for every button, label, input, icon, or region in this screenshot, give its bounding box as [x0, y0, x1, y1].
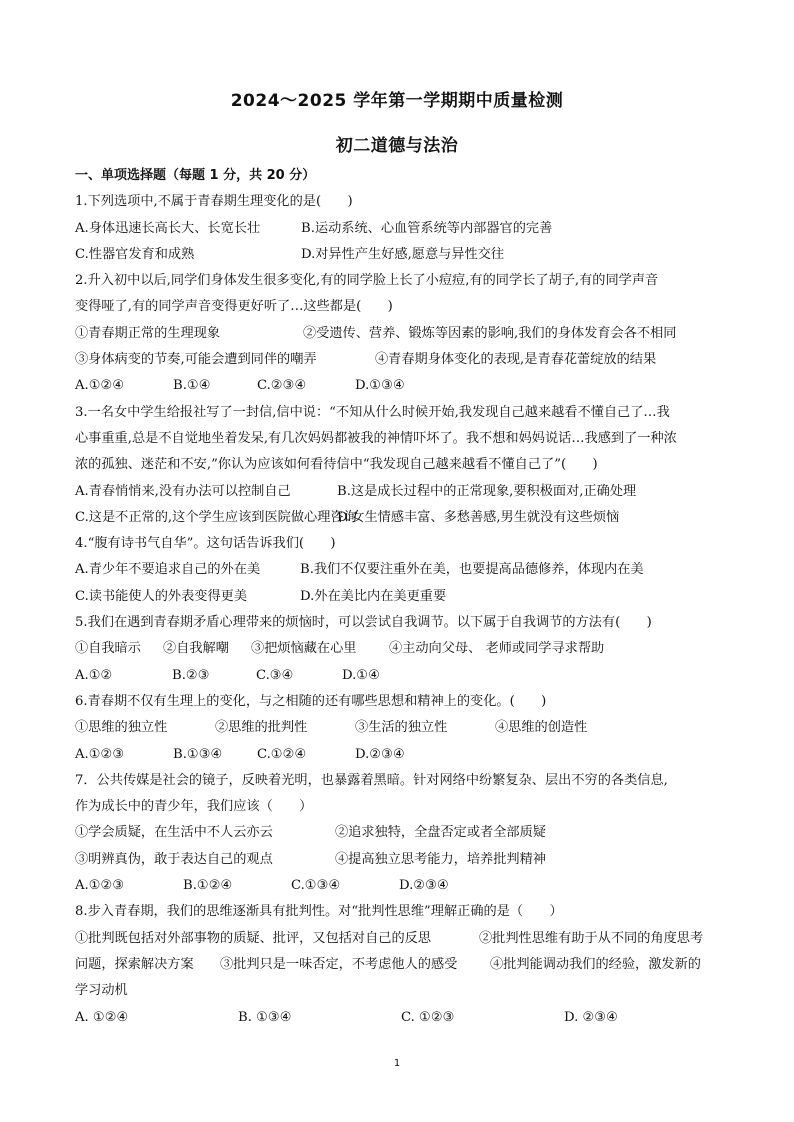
option-c: C.①③④: [291, 878, 341, 894]
option-b: B.我们不仅要注重外在美，也要提高品德修养，体现内在美: [300, 562, 644, 578]
question-6-options: [75, 742, 725, 768]
question-5-items: [75, 636, 725, 662]
option-b: B.①②④: [183, 878, 233, 894]
question-8-items-line-3: 学习动机: [75, 983, 128, 999]
section-heading: 一、单项选择题（每题 1 分，共 20 分）: [75, 168, 316, 183]
question-3-stem-cont: 心事重重,总是不自觉地坐着发呆,有几次妈妈都被我的神情吓坏了。我不想和妈妈说话…我感到了一种浓: [75, 430, 677, 446]
question-2-items-34: [75, 347, 725, 373]
item-2: ②批判性思维有助于从不同的角度思考: [479, 930, 704, 946]
option-c: C.读书能使人的外表变得更美: [75, 588, 248, 604]
option-b: B.②③: [172, 667, 210, 683]
exam-subject: 初二道德与法治: [335, 136, 459, 156]
question-2-stem-cont: 变得哑了,有的同学声音变得更好听了…这些都是( ): [75, 299, 393, 315]
option-c: C. ①②③: [401, 1009, 455, 1025]
option-a: A.①②③: [75, 878, 125, 894]
question-2-items-12: [75, 321, 725, 347]
option-b: B.①④: [173, 378, 211, 394]
item-2: ②思维的批判性: [215, 720, 308, 736]
item-1: ①批判既包括对外部事物的质疑、批评，又包括对自己的反思: [75, 930, 432, 946]
question-2-stem: 2.升入初中以后,同学们身体发生很多变化,有的同学脸上长了小痘痘,有的同学长了胡子,有的同学声音: [75, 273, 659, 289]
question-list: [75, 163, 725, 1031]
option-d: D.①④: [342, 667, 380, 683]
option-a: A.①②: [75, 667, 113, 683]
item-4: ④思维的创造性: [495, 720, 588, 736]
question-7-options: [75, 873, 725, 899]
question-7-items-34: [75, 847, 725, 873]
item-3: ③批判只是一味否定，不考虑他人的感受: [220, 956, 458, 972]
item-2: ②追求独特，全盘否定或者全部质疑: [335, 825, 546, 841]
option-a: A.①②④: [75, 378, 125, 394]
option-c: C.①②④: [257, 746, 307, 762]
option-a: A. ①②④: [75, 1009, 129, 1025]
item-2: ②自我解嘲: [163, 641, 229, 657]
option-b: B.①③④: [173, 746, 223, 762]
option-d: D.②③④: [399, 878, 449, 894]
option-b: B.运动系统、心血管系统等内部器官的完善: [301, 220, 553, 236]
item-3: ③身体病变的节奏,可能会遭到同伴的嘲弄: [75, 352, 317, 368]
question-5-options: [75, 663, 725, 689]
question-7-stem: 7．公共传媒是社会的镜子，反映着光明，也暴露着黑暗。针对网络中纷繁复杂、层出不穷的各类信息,: [75, 772, 668, 788]
item-1: ①思维的独立性: [75, 720, 168, 736]
question-7-items-12: [75, 820, 725, 846]
question-8-options: [75, 1005, 725, 1031]
option-d: D. ②③④: [564, 1009, 618, 1025]
item-2-cont: 问题，探索解决方案: [75, 956, 194, 972]
option-c: C.性器官发育和成熟: [75, 246, 195, 262]
option-d: D.对异性产生好感,愿意与异性交往: [301, 246, 505, 262]
item-2: ②受遗传、营养、锻炼等因素的影响,我们的身体发育会各不相同: [303, 325, 677, 341]
option-a: A.①②③: [75, 746, 125, 762]
question-2-options: [75, 373, 725, 399]
item-1: ①青春期正常的生理现象: [75, 325, 221, 341]
page-number: 1: [393, 1058, 401, 1069]
option-c: C.这是不正常的,这个学生应该到医院做心理咨询: [75, 509, 357, 525]
question-8-stem: 8.步入青春期，我们的思维逐渐具有批判性。对“批判性思维”理解正确的是（ ）: [75, 904, 563, 920]
item-1: ①学会质疑，在生活中不人云亦云: [75, 825, 273, 841]
question-3-options-ab: [75, 479, 725, 505]
item-3: ③明辨真伪，敢于表达自己的观点: [75, 851, 273, 867]
option-d: D.外在美比内在美更重要: [300, 588, 447, 604]
option-d: D.②③④: [355, 746, 405, 762]
question-3-stem: 3.一名女中学生给报社写了一封信,信中说：“不知从什么时候开始,我发现自己越来越看不懂自己了…我: [75, 404, 670, 420]
option-a: A.青少年不要追求自己的外在美: [75, 562, 261, 578]
question-8-items-line-2: [75, 952, 725, 978]
item-4: ④提高独立思考能力，培养批判精神: [335, 851, 546, 867]
item-4: ④主动向父母、 老师或同学寻求帮助: [389, 641, 605, 657]
item-3: ③把烦恼藏在心里: [251, 641, 357, 657]
question-4-options-ab: [75, 557, 725, 583]
item-1: ①自我暗示: [75, 641, 141, 657]
question-7-stem-cont: 作为成长中的青少年，我们应该（ ）: [75, 799, 313, 815]
item-4: ④青春期身体变化的表现,是青春花蕾绽放的结果: [375, 352, 657, 368]
question-1-stem: 1.下列选项中,不属于青春期生理变化的是( ): [75, 194, 353, 210]
question-8-items-line-1: [75, 926, 725, 952]
exam-title: 2024～2025 学年第一学期期中质量检测: [230, 91, 564, 111]
option-c: C.②③④: [257, 378, 307, 394]
question-6-stem: 6.青春期不仅有生理上的变化，与之相随的还有哪些思想和精神上的变化。( ): [75, 693, 547, 709]
option-c: C.③④: [256, 667, 294, 683]
question-3-options-cd: [75, 505, 725, 531]
option-b: B.这是成长过程中的正常现象,要积极面对,正确处理: [337, 483, 637, 499]
option-a: A.青春悄悄来,没有办法可以控制自己: [75, 483, 291, 499]
item-4: ④批判能调动我们的经验，激发新的: [490, 956, 701, 972]
question-4-stem: 4.“腹有诗书气自华”。这句话告诉我们( ): [75, 536, 336, 552]
option-b: B. ①③④: [238, 1009, 292, 1025]
option-d: D.①③④: [355, 378, 405, 394]
question-4-options-cd: [75, 584, 725, 610]
item-3: ③生活的独立性: [355, 720, 448, 736]
question-6-items: [75, 715, 725, 741]
question-1-options-cd: [75, 242, 725, 268]
option-a: A.身体迅速长高长大、长宽长壮: [75, 220, 261, 236]
question-5-stem: 5.我们在遇到青春期矛盾心理带来的烦恼时，可以尝试自我调节。以下属于自我调节的方法有( ): [75, 615, 652, 631]
question-1-options-ab: [75, 216, 725, 242]
question-3-stem-cont-2: 浓的孤独、迷茫和不安,”你认为应该如何看待信中“我发现自己越来越看不懂自己了”( ): [75, 457, 598, 473]
option-d: D.女生情感丰富、多愁善感,男生就没有这些烦恼: [337, 509, 620, 525]
